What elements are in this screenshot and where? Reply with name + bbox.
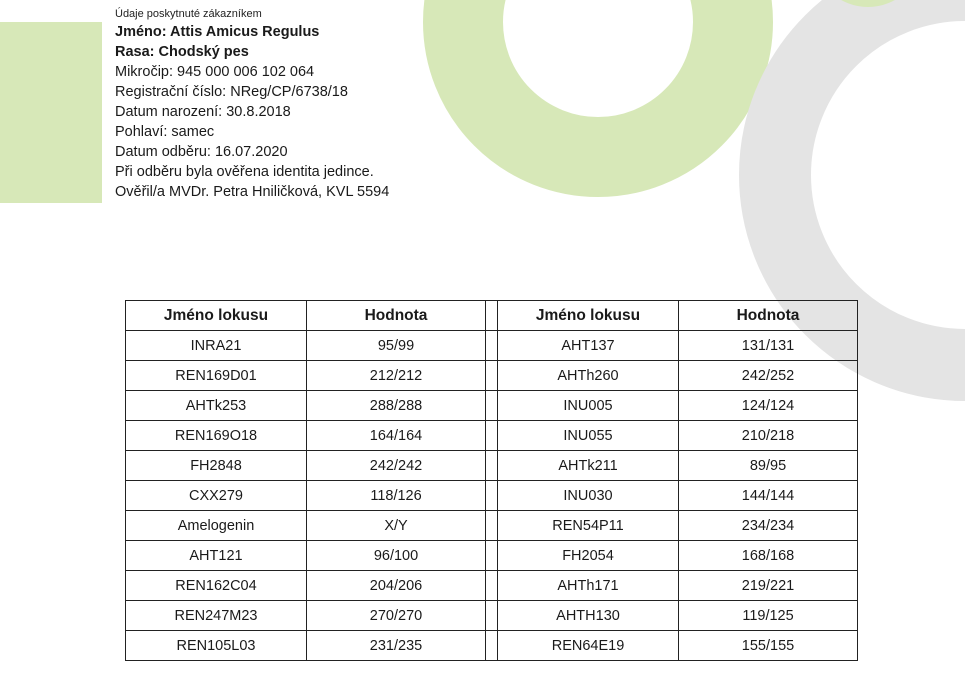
- green-decorative-bar: [0, 22, 102, 203]
- locus-name-cell: REN169O18: [126, 421, 307, 451]
- identity-note: Při odběru byla ověřena identita jedince.: [115, 164, 374, 180]
- customer-info: [115, 7, 389, 202]
- value-cell: 95/99: [307, 331, 486, 361]
- locus-name-cell: AHTH130: [498, 601, 679, 631]
- table-row: [126, 481, 858, 511]
- value-cell: 204/206: [307, 571, 486, 601]
- table-row: [126, 421, 858, 451]
- value-cell: X/Y: [307, 511, 486, 541]
- locus-name-cell: FH2054: [498, 541, 679, 571]
- table-gap: [486, 421, 498, 451]
- table-gap: [486, 631, 498, 661]
- value-cell: 242/242: [307, 451, 486, 481]
- table-row: [126, 631, 858, 661]
- table-gap: [486, 601, 498, 631]
- value-cell: 219/221: [679, 571, 858, 601]
- table-row: [126, 331, 858, 361]
- value-cell: 155/155: [679, 631, 858, 661]
- locus-name-cell: REN64E19: [498, 631, 679, 661]
- dog-name: Jméno: Attis Amicus Regulus: [115, 24, 320, 40]
- header-locus-name: Jméno lokusu: [126, 301, 307, 331]
- locus-name-cell: REN162C04: [126, 571, 307, 601]
- value-cell: 118/126: [307, 481, 486, 511]
- header-locus-name: Jméno lokusu: [498, 301, 679, 331]
- value-cell: 96/100: [307, 541, 486, 571]
- header-value: Hodnota: [679, 301, 858, 331]
- locus-name-cell: INU005: [498, 391, 679, 421]
- sampling-date: Datum odběru: 16.07.2020: [115, 144, 288, 160]
- locus-name-cell: AHTh260: [498, 361, 679, 391]
- value-cell: 131/131: [679, 331, 858, 361]
- locus-name-cell: AHTk211: [498, 451, 679, 481]
- locus-name-cell: AHT121: [126, 541, 307, 571]
- table-row: [126, 601, 858, 631]
- locus-name-cell: FH2848: [126, 451, 307, 481]
- value-cell: 234/234: [679, 511, 858, 541]
- table-body: [126, 331, 858, 661]
- table-gap: [486, 391, 498, 421]
- value-cell: 210/218: [679, 421, 858, 451]
- verified-by: Ověřil/a MVDr. Petra Hniličková, KVL 5594: [115, 184, 390, 200]
- value-cell: 119/125: [679, 601, 858, 631]
- registration-number: Registrační číslo: NReg/CP/6738/18: [115, 84, 348, 100]
- table-gap: [486, 571, 498, 601]
- table-gap: [486, 451, 498, 481]
- birth-date: Datum narození: 30.8.2018: [115, 104, 291, 120]
- table-row: [126, 541, 858, 571]
- table-row: [126, 511, 858, 541]
- sex: Pohlaví: samec: [115, 124, 215, 140]
- locus-name-cell: AHTk253: [126, 391, 307, 421]
- locus-name-cell: INU030: [498, 481, 679, 511]
- locus-name-cell: AHT137: [498, 331, 679, 361]
- table-row: [126, 391, 858, 421]
- header-value: Hodnota: [307, 301, 486, 331]
- value-cell: 242/252: [679, 361, 858, 391]
- locus-name-cell: REN247M23: [126, 601, 307, 631]
- value-cell: 231/235: [307, 631, 486, 661]
- value-cell: 89/95: [679, 451, 858, 481]
- table-gap: [486, 301, 498, 331]
- table-header-row: [126, 301, 858, 331]
- value-cell: 144/144: [679, 481, 858, 511]
- table-gap: [486, 481, 498, 511]
- value-cell: 212/212: [307, 361, 486, 391]
- table-row: [126, 451, 858, 481]
- value-cell: 288/288: [307, 391, 486, 421]
- table-gap: [486, 361, 498, 391]
- value-cell: 164/164: [307, 421, 486, 451]
- locus-name-cell: Amelogenin: [126, 511, 307, 541]
- dog-breed: Rasa: Chodský pes: [115, 44, 249, 60]
- table-gap: [486, 541, 498, 571]
- microchip: Mikročip: 945 000 006 102 064: [115, 64, 315, 80]
- value-cell: 124/124: [679, 391, 858, 421]
- table-row: [126, 361, 858, 391]
- locus-name-cell: INRA21: [126, 331, 307, 361]
- customer-info-header: Údaje poskytnuté zákazníkem: [115, 8, 262, 20]
- table-gap: [486, 511, 498, 541]
- loci-table: [125, 300, 858, 661]
- locus-name-cell: AHTh171: [498, 571, 679, 601]
- locus-name-cell: CXX279: [126, 481, 307, 511]
- locus-name-cell: INU055: [498, 421, 679, 451]
- locus-name-cell: REN169D01: [126, 361, 307, 391]
- value-cell: 168/168: [679, 541, 858, 571]
- green-ring: [463, 0, 733, 157]
- table-row: [126, 571, 858, 601]
- table-gap: [486, 331, 498, 361]
- locus-name-cell: REN105L03: [126, 631, 307, 661]
- locus-name-cell: REN54P11: [498, 511, 679, 541]
- value-cell: 270/270: [307, 601, 486, 631]
